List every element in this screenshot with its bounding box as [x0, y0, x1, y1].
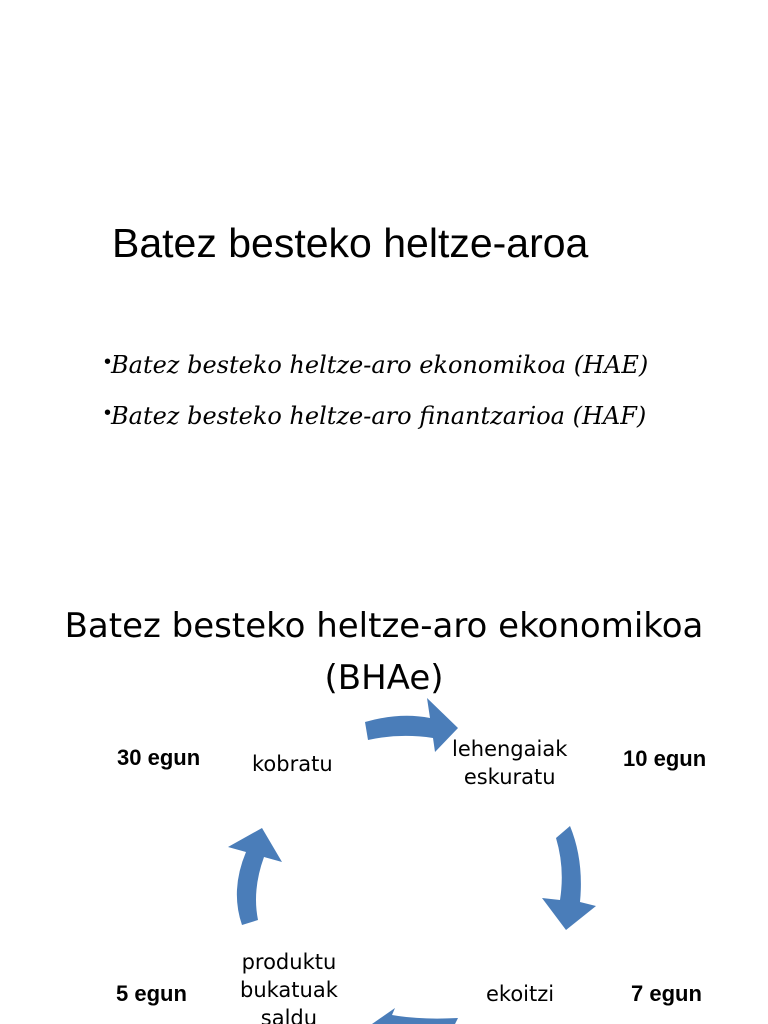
cycle-title-line: Batez besteko heltze-aro ekonomikoa: [64, 606, 704, 646]
cycle-arrow-right: [542, 826, 596, 930]
cycle-title-line: (BHAe): [324, 658, 444, 698]
bullet-dot: •: [104, 402, 112, 424]
slide-title: Batez besteko heltze-aroa: [112, 220, 589, 266]
cycle-arrow-bottom: [372, 1008, 458, 1024]
step-purchase: [452, 735, 567, 791]
step-label-line: eskuratu: [463, 765, 556, 789]
step-label-line: produktu: [241, 950, 337, 974]
days-purchase: 10 egun: [623, 746, 707, 771]
days-sell: 5 egun: [116, 981, 187, 1006]
step-collect: kobratu: [252, 752, 333, 776]
step-sell: [240, 948, 338, 1024]
days-produce: 7 egun: [631, 981, 702, 1006]
bullet-text: Batez besteko heltze-aro ekonomikoa (HAE): [111, 351, 649, 379]
step-produce: ekoitzi: [486, 982, 555, 1006]
step-label-line: lehengaiak: [452, 737, 568, 761]
step-label-line: saldu: [260, 1006, 318, 1024]
step-label-line: bukatuak: [240, 978, 338, 1002]
bullet-text: Batez besteko heltze-aro finantzarioa (HAF): [111, 402, 647, 430]
days-collect: 30 egun: [117, 745, 201, 770]
cycle-arrow-left: [228, 828, 282, 925]
cycle-arrow-top: [365, 698, 458, 752]
bullet-dot: •: [104, 351, 112, 373]
